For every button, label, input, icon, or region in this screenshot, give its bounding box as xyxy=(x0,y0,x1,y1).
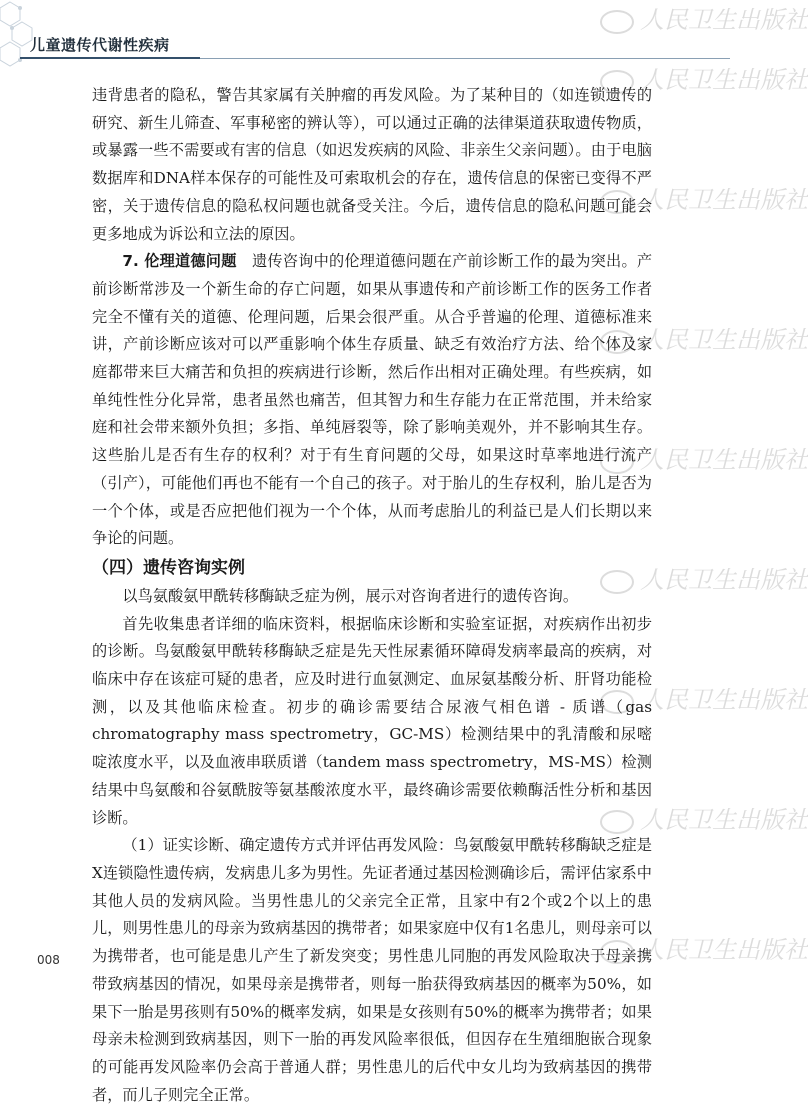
publisher-watermark: 人民卫生出版社 xyxy=(600,320,730,364)
paragraph-ethics xyxy=(92,248,652,553)
body-text xyxy=(92,82,652,1109)
paragraph-example-intro: 以鸟氨酸氨甲酰转移酶缺乏症为例，展示对咨询者进行的遗传咨询。 xyxy=(122,586,579,605)
page-number: 008 xyxy=(37,953,60,967)
publisher-watermark: 人民卫生出版社 xyxy=(600,930,730,974)
section-heading: （四）遗传咨询实例 xyxy=(92,557,245,578)
publisher-watermark: 人民卫生出版社 xyxy=(600,180,730,224)
publisher-watermark: 人民卫生出版社 xyxy=(600,680,730,724)
publisher-watermark: 人民卫生出版社 xyxy=(600,60,730,104)
publisher-watermark: 人民卫生出版社 xyxy=(600,0,730,44)
publisher-watermark: 人民卫生出版社 xyxy=(600,560,730,604)
ethics-text: 遗传咨询中的伦理道德问题在产前诊断工作的最为突出。产前诊断常涉及一个新生命的存亡问题，如果从事遗传和产前诊断工作的医务工作者完全不懂有关的道德、伦理问题，后果会很严重。从合乎普遍的伦理、道德标准来讲，产前诊断应该对可以严重影响个体生存质量、缺乏有效治疗方法、给个体及家庭都带来巨大痛苦和负担的疾病进行诊断，然后作出相对正确处理。有些疾病，如单纯性性分化异常，患者虽然也痛苦，但其智力和生存能力在正常范围，并未给家庭和社会带来额外负担；多指、单纯唇裂等，除了影响美观外，并不影响其生存。这些胎儿是否有生存的权利？对于有生育问题的父母，如果这时草率地进行流产（引产），可能他们再也不能有一个自己的孩子。对于胎儿的生存权利，胎儿是否为一个个体，或是否应把他们视为一个个体，从而考虑胎儿的利益已是人们长期以来争论的问题。 xyxy=(92,252,653,548)
publisher-watermark: 人民卫生出版社 xyxy=(600,440,730,484)
header-rule-accent xyxy=(20,57,200,59)
paragraph-diagnosis: 首先收集患者详细的临床资料，根据临床诊断和实验室证据，对疾病作出初步的诊断。鸟氨酸氨甲酰转移酶缺乏症是先天性尿素循环障碍发病率最高的疾病，对临床中存在该症可疑的患者，应及时进行血氨测定、血尿氨基酸分析、肝肾功能检测，以及其他临床检查。初步的确诊需要结合尿液气相色谱 - 质谱（gas chromatography mass spectrometry，GC-MS）检测结果中的乳清酸和尿嘧啶浓度水平，以及血液串联质谱（tandem mass spectrometry，MS-MS）检测结果中鸟氨酸和谷氨酰胺等氨基酸浓度水平，最终确诊需要依赖酶活性分析和基因诊断。 xyxy=(92,614,652,827)
paragraph-privacy: 违背患者的隐私，警告其家属有关肿瘤的再发风险。为了某种目的（如连锁遗传的研究、新生儿筛查、军事秘密的辨认等），可以通过正确的法律渠道获取遗传物质，或暴露一些不需要或有害的信息（如迟发疾病的风险、非亲生父亲问题）。由于电脑数据库和DNA样本保存的可能性及可索取机会的存在，遗传信息的保密已变得不严密，关于遗传信息的隐私权问题也就备受关注。今后，遗传信息的隐私问题可能会更多地成为诉讼和立法的原因。 xyxy=(92,86,652,243)
publisher-watermark: 人民卫生出版社 xyxy=(600,800,730,844)
ethics-heading: 7. 伦理道德问题 xyxy=(122,252,237,271)
paragraph-inheritance: （1）证实诊断、确定遗传方式并评估再发风险：鸟氨酸氨甲酰转移酶缺乏症是X连锁隐性遗传病，发病患儿多为男性。先证者通过基因检测确诊后，需评估家系中其他人员的发病风险。当男性患儿的父亲完全正常，且家中有2个或2个以上的患儿，则男性患儿的母亲为致病基因的携带者；如果家庭中仅有1名患儿，则母亲可以为携带者，也可能是患儿产生了新发突变；男性患儿同胞的再发风险取决于母亲携带致病基因的情况，如果母亲是携带者，则每一胎获得致病基因的概率为50%，如果下一胎是男孩则有50%的概率发病，如果是女孩则有50%的概率为携带者；如果母亲未检测到致病基因，则下一胎的再发风险率很低，但因存在生殖细胞嵌合现象的可能再发风险率仍会高于普通人群；男性患儿的后代中女儿均为致病基因的携带者，而儿子则完全正常。 xyxy=(92,836,652,1104)
running-title: 儿童遗传代谢性疾病 xyxy=(30,36,170,54)
